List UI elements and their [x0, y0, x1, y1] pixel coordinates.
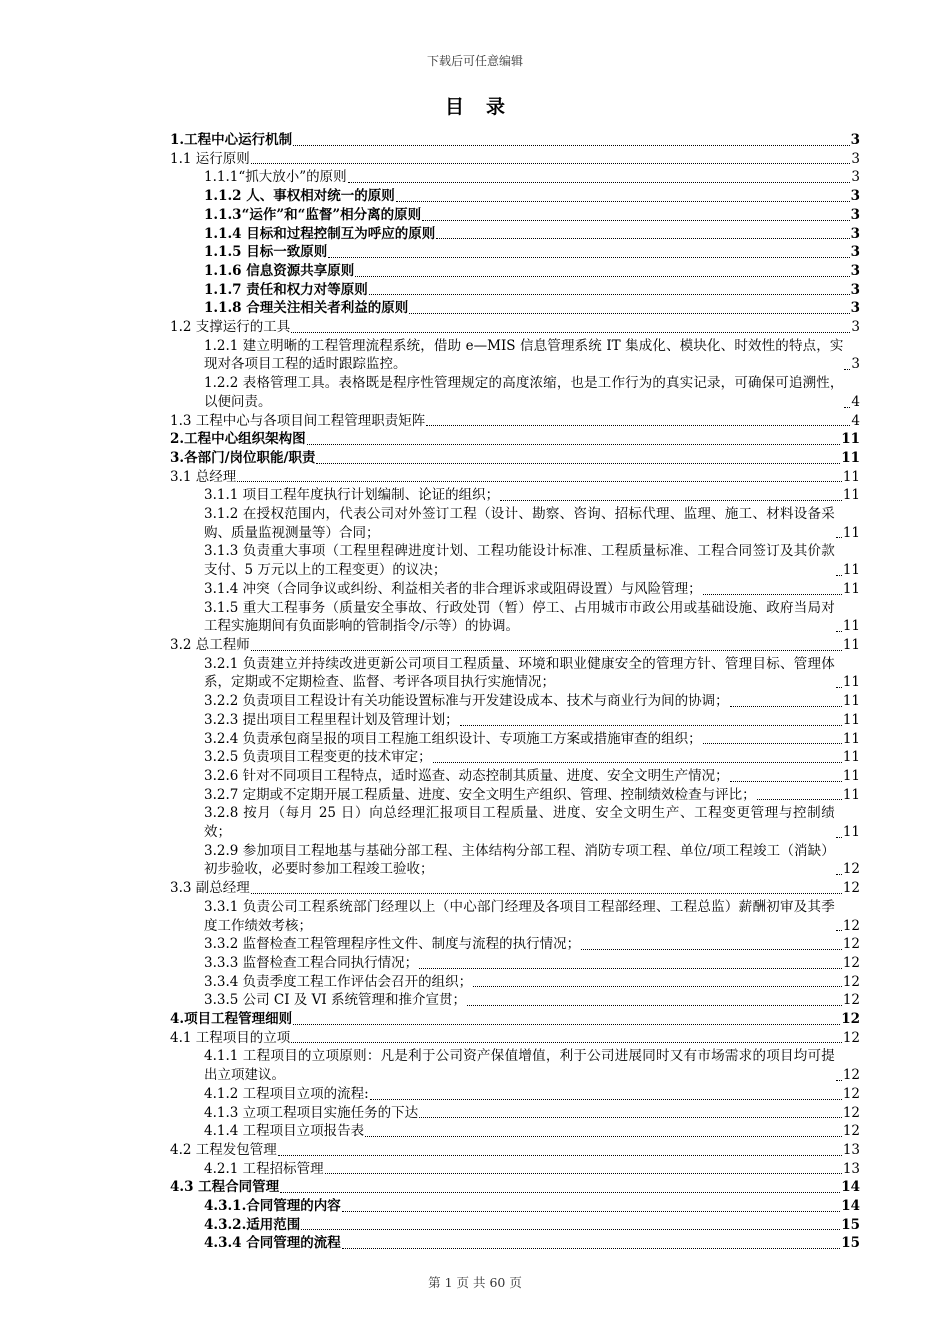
toc-entry[interactable] [170, 898, 860, 935]
toc-entry-page: 12 [842, 861, 860, 878]
toc-entry-text: 3.1.1 项目工程年度执行计划编制、论证的组织； [204, 487, 500, 504]
toc-leader-dots [836, 837, 842, 838]
toc-entry-text: 3.2.8 按月（每月 25 日）向总经理汇报项目工程质量、进度、安全文明生产、工程变更管理与控制绩效； [204, 805, 835, 841]
toc-entry-text: 3.2.9 参加项目工程地基与基础分部工程、主体结构分部工程、消防专项工程、单位/项工程竣工（消缺）初步验收，必要时参加工程竣工验收； [204, 842, 835, 878]
toc-leader-dots [369, 294, 850, 295]
toc-entry[interactable] [170, 281, 860, 300]
toc-leader-dots [426, 425, 850, 426]
toc-entry-page: 11 [842, 730, 860, 747]
toc-leader-dots [370, 1099, 842, 1100]
toc-entry-text: 3.2.1 负责建立并持续改进更新公司项目工程质量、环境和职业健康安全的管理方针、管理目标、管理体系，定期或不定期检查、监督、考评各项目执行实施情况； [204, 655, 835, 691]
toc-entry-page: 12 [842, 917, 860, 934]
toc-entry-text: 1.1.5 目标一致原则 [204, 244, 328, 261]
toc-entry-text: 1.2.1 建立明晰的工程管理流程系统，借助 e—MIS 信息管理系统 IT 集成化、模块化、时效性的特点，实现对各项目工程的适时跟踪监控。 [204, 337, 844, 373]
toc-entry-text: 4.3 工程合同管理 [170, 1179, 280, 1196]
toc-entry-text: 4.2 工程发包管理 [170, 1141, 277, 1158]
toc-entry[interactable] [170, 243, 860, 262]
toc-entry[interactable] [170, 692, 860, 711]
toc-entry-text: 1.2.2 表格管理工具。表格既是程序性管理规定的高度浓缩，也是工作行为的真实记录，可确保可追溯性，以便问责。 [204, 375, 844, 410]
toc-entry-text: 3.1.4 冲突（合同争议或纠纷、利益相关者的非合理诉求或阻碍设置）与风险管理； [204, 580, 702, 597]
toc-entry-text: 1.1.7 责任和权力对等原则 [204, 281, 368, 298]
toc-entry-text: 3.3 副总经理 [170, 880, 250, 897]
toc-leader-dots [422, 220, 849, 221]
toc-entry-page: 15 [841, 1216, 860, 1233]
toc-entry-text: 1.1.2 人、事权相对统一的原则 [204, 188, 395, 205]
toc-leader-dots [237, 481, 842, 482]
toc-leader-dots [280, 1192, 840, 1193]
toc-entry-text: 4.3.1.合同管理的内容 [204, 1198, 341, 1215]
toc-leader-dots [836, 1080, 842, 1081]
toc-entry[interactable] [170, 804, 860, 841]
toc-entry[interactable] [170, 1010, 860, 1029]
toc-entry-page: 12 [842, 992, 860, 1009]
toc-entry-text: 4.1.3 立项工程项目实施任务的下达 [204, 1104, 419, 1121]
toc-entry[interactable] [170, 991, 860, 1010]
toc-entry-page: 11 [842, 487, 860, 504]
toc-entry[interactable] [170, 1122, 860, 1141]
toc-entry[interactable] [170, 374, 860, 411]
toc-entry-text: 3.1.2 在授权范围内，代表公司对外签订工程（设计、勘察、咨询、招标代理、监理、施工、材料设备采购、质量监视测量等）合同； [204, 506, 835, 541]
toc-leader-dots [293, 1024, 840, 1025]
toc-entry-page: 12 [842, 954, 860, 971]
toc-entry-text: 3.3.5 公司 CI 及 VI 系统管理和推介宣贯； [204, 992, 467, 1009]
toc-leader-dots [703, 743, 842, 744]
toc-entry-text: 4.1.4 工程项目立项报告表 [204, 1123, 365, 1140]
toc-entry-page: 11 [842, 693, 860, 710]
toc-entry-page: 12 [842, 1123, 860, 1140]
toc-entry-text: 1.1.4 目标和过程控制互为呼应的原则 [204, 225, 436, 242]
toc-entry-text: 3.3.4 负责季度工程工作评估会召开的组织； [204, 973, 473, 990]
toc-leader-dots [342, 1211, 840, 1212]
toc-entry[interactable] [170, 767, 860, 786]
toc-leader-dots [757, 799, 842, 800]
toc-entry[interactable] [170, 430, 860, 449]
toc-entry-page: 4 [851, 393, 860, 410]
toc-entry-page: 3 [850, 300, 860, 317]
toc-entry-text: 4.3.2.适用范围 [204, 1216, 301, 1233]
toc-entry-page: 13 [842, 1160, 860, 1177]
toc-entry[interactable] [170, 580, 860, 599]
toc-entry[interactable] [170, 168, 860, 187]
page-footer: 第 1 页 共 60 页 [428, 1275, 522, 1290]
toc-entry-page: 11 [842, 824, 860, 841]
toc-entry[interactable] [170, 468, 860, 487]
toc-entry-page: 3 [850, 132, 860, 148]
toc-entry[interactable] [170, 318, 860, 337]
toc-leader-dots [419, 968, 842, 969]
toc-entry-page: 12 [842, 1085, 860, 1102]
toc-entry-text: 4.2.1 工程招标管理 [204, 1160, 324, 1177]
toc-entry-text: 3.3.2 监督检查工程管理程序性文件、制度与流程的执行情况； [204, 936, 581, 953]
toc-entry-text: 1.1.6 信息资源共享原则 [204, 262, 355, 279]
toc-entry-page: 14 [841, 1179, 860, 1196]
toc-entry[interactable] [170, 842, 860, 879]
toc-entry-page: 11 [842, 767, 860, 784]
toc-entry[interactable] [170, 449, 860, 468]
toc-entry-page: 11 [842, 711, 860, 728]
toc-entry-page: 11 [842, 786, 860, 803]
toc-entry[interactable] [170, 1047, 860, 1084]
toc-leader-dots [473, 986, 842, 987]
toc-entry-page: 12 [842, 1104, 860, 1121]
toc-entry[interactable] [170, 711, 860, 730]
toc-leader-dots [836, 631, 842, 632]
toc-leader-dots [342, 1248, 840, 1249]
toc-entry[interactable] [170, 187, 860, 206]
toc-leader-dots [703, 594, 842, 595]
toc-entry[interactable] [170, 150, 860, 169]
toc-entry-text: 4.1.1 工程项目的立项原则：凡是利于公司资产保值增值，利于公司进展同时又有市场需求的项目均可提出立项建议。 [204, 1048, 835, 1084]
toc-leader-dots [291, 1042, 842, 1043]
toc-entry[interactable] [170, 954, 860, 973]
toc-entry-text: 3.2.5 负责项目工程变更的技术审定； [204, 749, 432, 766]
toc-leader-dots [419, 1117, 842, 1118]
toc-entry-text: 3.1.3 负责重大事项（工程里程碑进度计划、工程功能设计标准、工程质量标准、工程合同签订及其价款支付、5 万元以上的工程变更）的议决； [204, 543, 835, 579]
toc-entry-page: 15 [841, 1235, 860, 1252]
toc-leader-dots [328, 257, 849, 258]
toc-entry[interactable] [170, 1141, 860, 1160]
toc-leader-dots [355, 276, 849, 277]
toc-entry-text: 4.项目工程管理细则 [170, 1011, 293, 1028]
toc-entry-text: 2.工程中心组织架构图 [170, 431, 306, 448]
toc-entry[interactable] [170, 1085, 860, 1104]
toc-entry-text: 3.2.2 负责项目工程设计有关功能设置标准与开发建设成本、技术与商业行为间的协调； [204, 693, 729, 710]
toc-entry-text: 3.3.3 监督检查工程合同执行情况； [204, 954, 419, 971]
toc-entry[interactable] [170, 599, 860, 636]
toc-entry-text: 3.2.6 针对不同项目工程特点，适时巡查、动态控制其质量、进度、安全文明生产情况； [204, 767, 729, 784]
toc-entry-page: 11 [842, 636, 860, 653]
toc-entry[interactable] [170, 1178, 860, 1197]
toc-leader-dots [396, 201, 850, 202]
toc-entry[interactable] [170, 299, 860, 318]
toc-entry-text: 3.1.5 重大工程事务（质量安全事故、行政处罚（暂）停工、占用城市市政公用或基础设施、政府当局对工程实施期间有负面影响的管制指令/示等）的协调。 [204, 599, 835, 635]
toc-entry-page: 12 [841, 1011, 860, 1028]
toc-leader-dots [316, 463, 840, 464]
toc-entry[interactable] [170, 879, 860, 898]
toc-entry[interactable] [170, 1160, 860, 1179]
toc-leader-dots [307, 444, 841, 445]
toc-leader-dots [433, 762, 842, 763]
toc-entry-page: 3 [851, 169, 860, 186]
toc-leader-dots [409, 313, 849, 314]
toc-leader-dots [730, 781, 842, 782]
toc-leader-dots [836, 874, 842, 875]
toc-leader-dots [348, 182, 851, 183]
toc-entry-page: 3 [851, 319, 860, 336]
toc-entry-page: 11 [842, 674, 860, 691]
toc-leader-dots [251, 650, 842, 651]
toc-entry-text: 3.3.1 负责公司工程系统部门经理以上（中心部门经理及各项目工程部经理、工程总监）薪酬初审及其季度工作绩效考核； [204, 898, 835, 934]
toc-leader-dots [836, 537, 842, 538]
toc-entry-page: 14 [841, 1198, 860, 1215]
toc-entry[interactable] [170, 1197, 860, 1216]
toc-entry-page: 11 [841, 431, 860, 448]
toc-entry-page: 12 [842, 973, 860, 990]
toc-entry[interactable] [170, 1234, 860, 1253]
toc-leader-dots [251, 893, 842, 894]
toc-entry-text: 1.1.1“抓大放小”的原则 [204, 169, 347, 186]
toc-leader-dots [836, 575, 842, 576]
toc-entry-page: 11 [841, 449, 860, 466]
toc-entry-page: 12 [842, 1067, 860, 1084]
toc-leader-dots [460, 725, 842, 726]
toc-entry-text: 1.2 支撑运行的工具 [170, 319, 291, 336]
toc-entry-text: 1.1 运行原则 [170, 150, 250, 167]
toc-entry-text: 1.1.8 合理关注相关者利益的原则 [204, 300, 409, 317]
toc-leader-dots [436, 238, 849, 239]
toc-entry-page: 4 [851, 412, 860, 429]
toc-entry-text: 4.1.2 工程项目立项的流程: [204, 1085, 369, 1102]
toc-entry-page: 12 [842, 936, 860, 953]
toc-leader-dots [581, 949, 842, 950]
toc-entry[interactable] [170, 935, 860, 954]
toc-entry[interactable] [170, 655, 860, 692]
toc-entry[interactable] [170, 486, 860, 505]
toc-entry-page: 11 [842, 524, 860, 541]
toc-entry-text: 4.3.4 合同管理的流程 [204, 1235, 341, 1252]
toc-leader-dots [293, 145, 850, 146]
toc-leader-dots [251, 163, 851, 164]
toc-entry[interactable] [170, 1104, 860, 1123]
toc-entry-text: 1.工程中心运行机制 [170, 132, 293, 148]
toc-entry[interactable] [170, 505, 860, 542]
toc-entry-page: 3 [850, 281, 860, 298]
toc-entry-text: 1.1.3“运作”和“监督”相分离的原则 [204, 206, 422, 223]
toc-entry-page: 11 [842, 468, 860, 485]
toc-leader-dots [278, 1155, 842, 1156]
toc-entry-page: 13 [842, 1141, 860, 1158]
toc-entry[interactable] [170, 225, 860, 244]
toc-entry-page: 3 [850, 206, 860, 223]
toc-entry[interactable] [170, 636, 860, 655]
toc-leader-dots [325, 1173, 842, 1174]
toc-entry-page: 11 [842, 580, 860, 597]
toc-entry-page: 3 [850, 188, 860, 205]
toc-entry-text: 4.1 工程项目的立项 [170, 1029, 291, 1046]
toc-entry-page: 11 [842, 562, 860, 579]
toc-entry-text: 3.2.3 提出项目工程里程计划及管理计划； [204, 711, 459, 728]
toc-entry-page: 12 [842, 1029, 860, 1046]
toc-entry[interactable] [170, 1216, 860, 1235]
toc-entry[interactable] [170, 412, 860, 431]
toc-leader-dots [836, 687, 842, 688]
toc-entry[interactable] [170, 262, 860, 281]
toc-entry-text: 3.2.7 定期或不定期开展工程质量、进度、安全文明生产组织、管理、控制绩效检查与评比； [204, 786, 756, 803]
toc-entry[interactable] [170, 786, 860, 805]
toc-leader-dots [500, 500, 842, 501]
toc-leader-dots [844, 369, 850, 370]
toc-entry[interactable] [170, 748, 860, 767]
toc-entry[interactable] [170, 131, 860, 150]
toc-entry-page: 3 [850, 225, 860, 242]
toc-entry-text: 3.2.4 负责承包商呈报的项目工程施工组织设计、专项施工方案或措施审查的组织； [204, 730, 702, 747]
page-header: 下载后可任意编辑 [426, 54, 523, 68]
toc-entry-page: 11 [842, 749, 860, 766]
table-of-contents [170, 131, 860, 1253]
toc-leader-dots [365, 1136, 842, 1137]
toc-entry[interactable] [170, 206, 860, 225]
toc-entry-page: 3 [850, 262, 860, 279]
toc-entry-page: 12 [842, 880, 860, 897]
toc-entry-text: 1.3 工程中心与各项目间工程管理职责矩阵 [170, 412, 426, 429]
toc-entry-text: 3.1 总经理 [170, 468, 237, 485]
toc-entry[interactable] [170, 542, 860, 579]
toc-entry[interactable] [170, 337, 860, 374]
toc-leader-dots [836, 930, 842, 931]
toc-leader-dots [844, 407, 850, 408]
toc-entry-text: 3.2 总工程师 [170, 636, 250, 653]
toc-entry-page: 3 [851, 150, 860, 167]
toc-leader-dots [301, 1229, 840, 1230]
toc-entry-page: 3 [850, 244, 860, 261]
toc-entry[interactable] [170, 730, 860, 749]
toc-entry-page: 11 [842, 618, 860, 635]
toc-title: 目录 [444, 96, 527, 118]
toc-entry-text: 3.各部门/岗位职能/职责 [170, 449, 316, 466]
toc-entry-page: 3 [851, 356, 860, 373]
toc-entry[interactable] [170, 1029, 860, 1048]
toc-leader-dots [291, 332, 850, 333]
toc-leader-dots [467, 1005, 842, 1006]
toc-entry[interactable] [170, 973, 860, 992]
toc-leader-dots [730, 706, 842, 707]
